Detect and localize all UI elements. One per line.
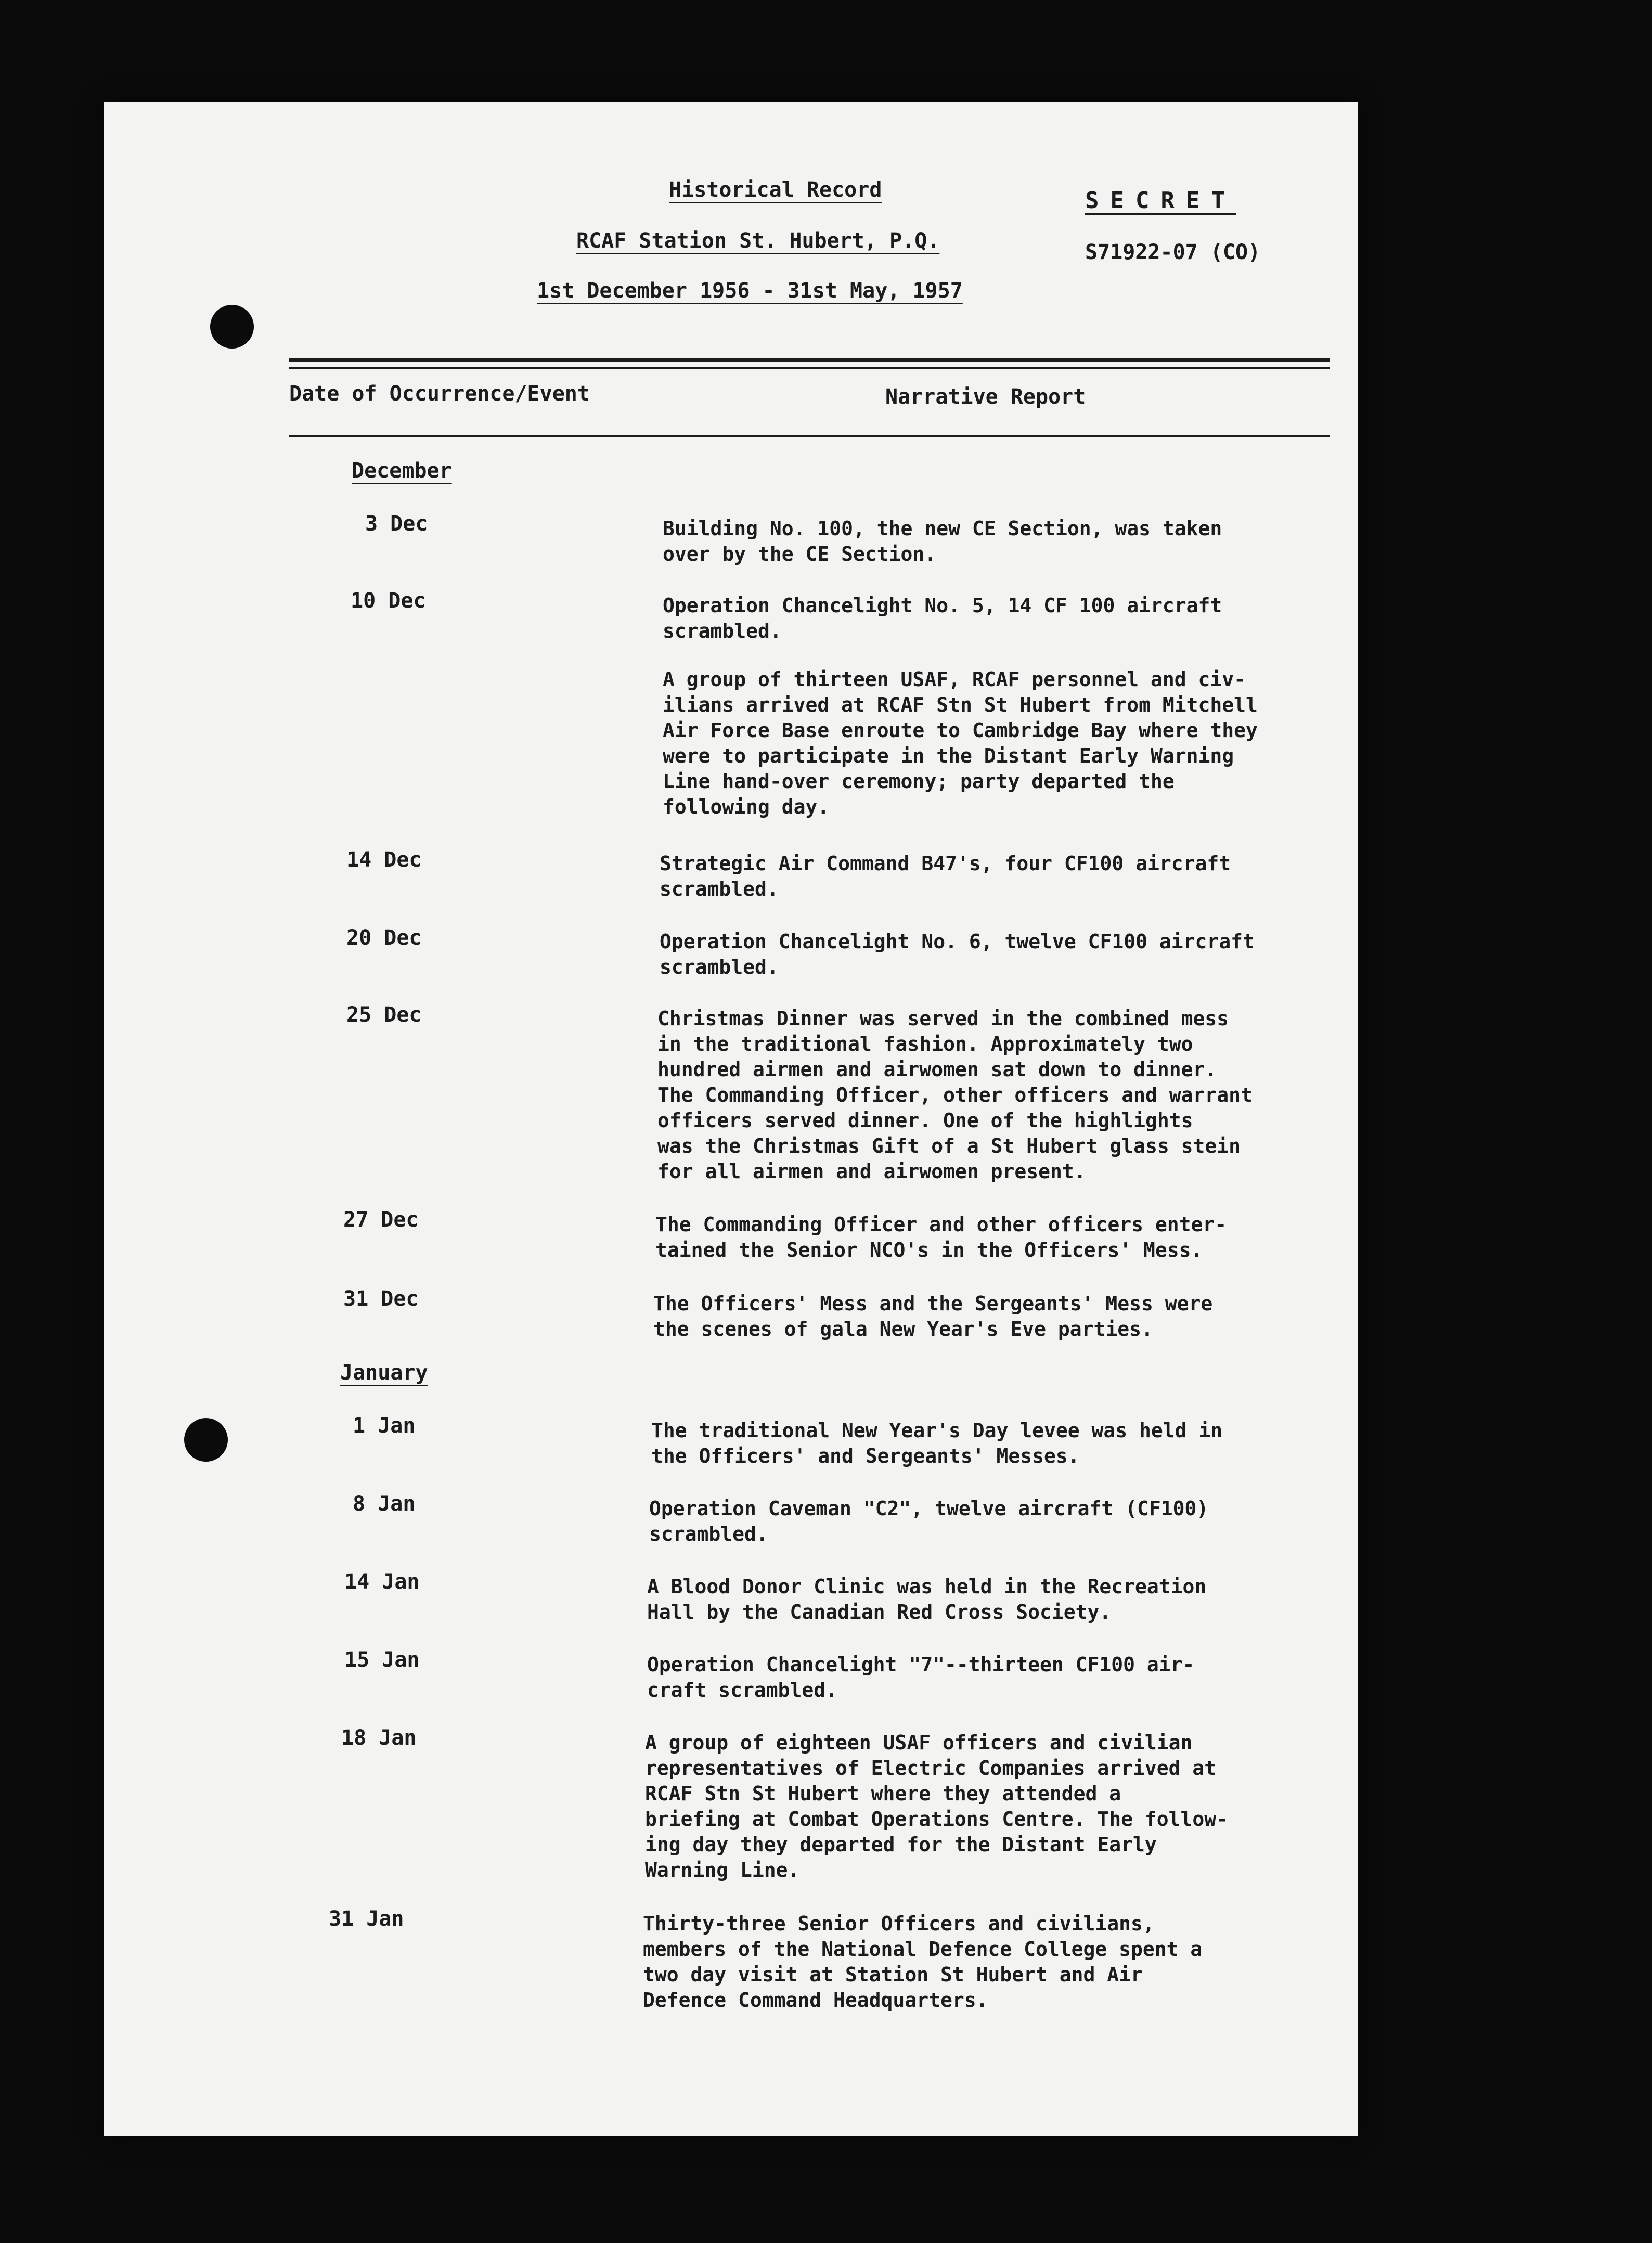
month-heading-december: December — [352, 459, 452, 483]
record-title: Historical Record — [669, 178, 882, 202]
record-period: 1st December 1956 - 31st May, 1957 — [537, 279, 963, 303]
entry-date: 14 Jan — [344, 1570, 420, 1594]
entry-date: 8 Jan — [353, 1492, 416, 1516]
entry-date: 3 Dec — [365, 512, 428, 536]
entry-narrative: Thirty-three Senior Officers and civilians, members of the National Defence College spent a two day visit at Station St Hubert and Air Defence Command Headquarters. — [643, 1912, 1203, 2012]
entry-narrative: The traditional New Year's Day levee was held in the Officers' and Sergeants' Messes. — [651, 1419, 1223, 1467]
header-rule — [289, 358, 1330, 362]
entry-narrative: Operation Caveman "C2", twelve aircraft (CF100) scrambled. — [649, 1497, 1209, 1545]
entry-narrative: Operation Chancelight No. 5, 14 CF 100 aircraft scrambled. — [663, 594, 1222, 642]
entry-narrative: Operation Chancelight "7"--thirteen CF100 air- craft scrambled. — [647, 1653, 1195, 1701]
film-speck — [532, 69, 550, 87]
entry-narrative: Christmas Dinner was served in the combined mess in the traditional fashion. Approximately two hundred airmen and airwomen sat down to dinner. The Commanding Officer, other officers and warrant officers served dinner. One of the highlights was the Christmas Gift of a St Hubert glass stein for all airmen and airwomen present. — [657, 1007, 1253, 1183]
month-heading-january: January — [340, 1361, 428, 1385]
entry-date: 31 Jan — [329, 1907, 404, 1931]
punch-hole — [210, 305, 254, 349]
entry-narrative: Operation Chancelight No. 6, twelve CF100 aircraft scrambled. — [660, 930, 1255, 978]
entry-narrative: The Officers' Mess and the Sergeants' Mess were the scenes of gala New Year's Eve parties. — [653, 1292, 1213, 1340]
entry-date: 18 Jan — [341, 1726, 417, 1750]
document-page — [104, 102, 1358, 2136]
date-column-heading: Date of Occurrence/Event — [289, 382, 590, 406]
entry-date: 1 Jan — [353, 1414, 416, 1438]
punch-hole — [184, 1418, 228, 1462]
entry-narrative: Strategic Air Command B47's, four CF100 aircraft scrambled. — [660, 852, 1231, 900]
column-heading-rule — [289, 435, 1330, 437]
entry-date: 25 Dec — [346, 1003, 422, 1027]
entry-narrative: Building No. 100, the new CE Section, was taken over by the CE Section. — [663, 517, 1222, 565]
entry-date: 15 Jan — [344, 1648, 420, 1672]
entry-date: 10 Dec — [351, 589, 426, 613]
entry-date: 14 Dec — [346, 848, 422, 872]
entry-narrative: A group of thirteen USAF, RCAF personnel and civ- ilians arrived at RCAF Stn St Hubert from Mitchell Air Force Base enroute to Cambridge Bay where they were to participate in the Distant Early Warning Line hand-over ceremony; party departed the following day. — [663, 668, 1258, 818]
classification-stamp: SECRET — [1085, 187, 1236, 214]
narrative-column-heading: Narrative Report — [885, 385, 1086, 409]
entry-narrative: A group of eighteen USAF officers and civilian representatives of Electric Companies arrived at RCAF Stn St Hubert where they attended a briefing at Combat Operations Centre. The follow- ing day they departed for the Distant Early Warning Line. — [645, 1731, 1229, 1881]
entry-narrative: The Commanding Officer and other officers enter- tained the Senior NCO's in the Officers' Mess. — [655, 1213, 1227, 1261]
station-name: RCAF Station St. Hubert, P.Q. — [576, 229, 940, 253]
entry-date: 31 Dec — [343, 1287, 419, 1311]
entry-date: 27 Dec — [343, 1208, 419, 1232]
entry-date: 20 Dec — [346, 926, 422, 950]
file-reference: S71922-07 (CO) — [1085, 240, 1261, 264]
entry-narrative: A Blood Donor Clinic was held in the Recreation Hall by the Canadian Red Cross Society. — [647, 1575, 1207, 1623]
header-rule-thin — [289, 367, 1330, 369]
